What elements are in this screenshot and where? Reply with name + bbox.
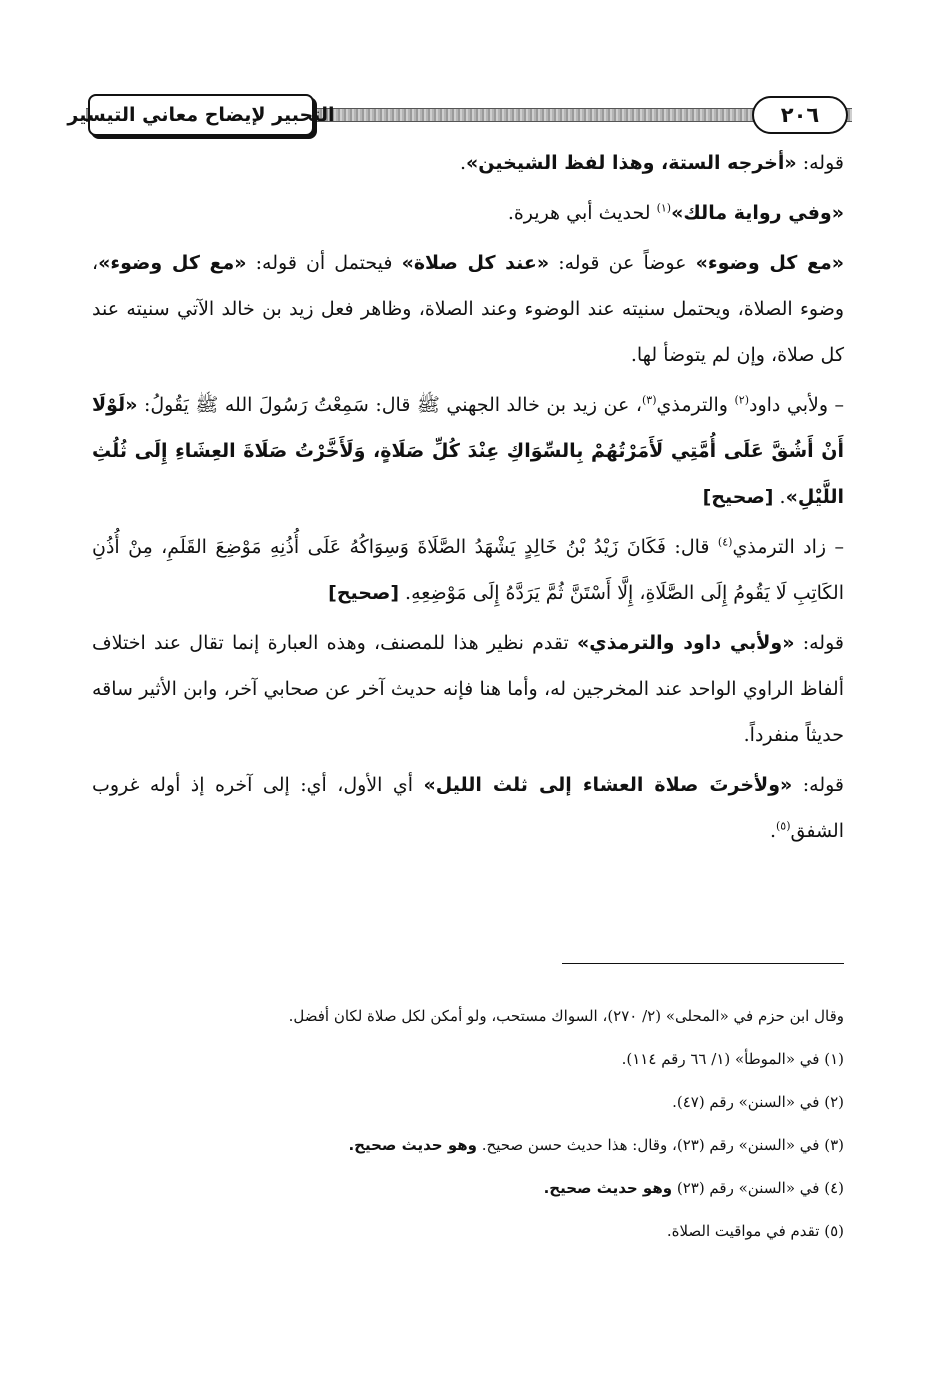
footnote-1: (١) في «الموطأ» (١/ ٦٦ رقم ١١٤). [621, 1050, 844, 1068]
footnote-ref-2[interactable]: (٢) [734, 393, 749, 407]
paragraph-1 [92, 140, 844, 186]
p7-lead: قوله: [792, 774, 845, 796]
footnote-3 [92, 1124, 844, 1167]
p6-lead: قوله: [794, 632, 844, 654]
page-header [67, 92, 852, 136]
footnote-5: (٥) تقدم في مواقيت الصلاة. [666, 1222, 844, 1240]
footnote-4 [92, 1167, 844, 1210]
p3-quote-2: «عند كل صلاة» [401, 252, 550, 274]
p5-text: قال: فَكَانَ زَيْدُ بْنُ خَالِدٍ يَشْهَدُ الصَّلَاةَ وَسِوَاكُهُ عَلَى أُذُنِهِ مَوْضِعَ القَلَمِ، مِنْ أُذُنِ الكَاتِبِ لَا يَقُومُ إِلَى الصَّلَاةِ، إِلَّا أَسْتَنَّ ثُمَّ يَرَدَّهُ إِلَى مَوْضِعِهِ. [92, 536, 844, 604]
page-number: ٢٠٦ [780, 103, 820, 127]
p3-quote-3: «مع كل وضوء» [98, 252, 247, 274]
paragraph-6 [92, 620, 844, 758]
p4-lead: – ولأبي داود [748, 394, 844, 416]
p5-grade: [صحيح] [328, 582, 400, 604]
p4-grade: [صحيح] [702, 486, 774, 508]
paragraph-5 [92, 524, 844, 616]
footnote-4-grade: وهو حديث صحيح. [543, 1179, 673, 1197]
p7-quote: «ولأخرتَ صلاة العشاء إلى ثلث الليل» [423, 774, 793, 796]
p5-lead: – زاد الترمذي [732, 536, 844, 558]
p1-quote: «أخرجه الستة، وهذا لفظ الشيخين» [466, 152, 797, 174]
p4-text-3: . [773, 486, 786, 508]
p7-text: أي الأول، أي: إلى آخره إذ أوله غروب الشفق [92, 774, 844, 842]
p3-text-2: فيحتمل أن قوله: [246, 252, 402, 274]
p3-text-3: ، وضوء الصلاة، ويحتمل سنيته عند الوضوء وعند الصلاة، وظاهر فعل زيد بن خالد الآتي سنيته عند كل صلاة، وإن لم يتوضأ لها. [92, 252, 844, 366]
footnote-ref-3[interactable]: (٣) [641, 393, 657, 407]
footnote-separator [562, 963, 844, 964]
book-title: التحبير لإيضاح معاني التيسير [67, 104, 335, 126]
footnotes [92, 995, 844, 1253]
p1-lead: قوله: [796, 152, 844, 174]
paragraph-4 [92, 382, 844, 520]
p3-text-1: عوضاً عن قوله: [549, 252, 696, 274]
footnote-ref-1[interactable]: (١) [656, 201, 672, 215]
p6-quote: «ولأبي داود والترمذي» [577, 632, 795, 654]
footnote-carryover: وقال ابن حزم في «المحلى» (٢/ ٢٧٠)، السواك مستحب، ولو أمكن لكل صلاة لكان أفضل. [288, 1007, 844, 1025]
footnote-3-text: (٣) في «السنن» رقم (٢٣)، وقال: هذا حديث حسن صحيح. [476, 1136, 844, 1154]
p4-hadith: «لَوْلَا أَنْ أَشُقَّ عَلَى أُمَّتِي لَأَمَرْتُهُمْ بِالسِّوَاكِ عِنْدَ كُلِّ صَلَاةٍ، وَلَأَخَّرْتُ صَلَاةَ العِشَاءِ إِلَى ثُلُثِ اللَّيْلِ» [92, 394, 844, 508]
book-title-frame [67, 94, 335, 136]
p2-quote: «وفي رواية مالك» [671, 202, 844, 224]
p6-text: تقدم نظير هذا للمصنف، وهذه العبارة إنما تقال عند اختلاف ألفاظ الراوي الواحد عند المخرجين له، وأما هنا فإنه حديث آخر عن صحابي آخر، وابن الأثير ساقه حديثاً منفرداً. [92, 632, 844, 746]
page-number-frame [752, 96, 848, 134]
p3-quote-1: «مع كل وضوء» [695, 252, 845, 274]
p2-rest: لحديث أبي هريرة. [507, 202, 657, 224]
p1-end: . [459, 152, 467, 174]
paragraph-2 [92, 190, 844, 236]
footnote-4-text: (٤) في «السنن» رقم (٢٣) [672, 1179, 844, 1197]
paragraph-3 [92, 240, 844, 378]
p4-text-2: ، عن زيد بن خالد الجهني ﷺ قال: سَمِعْتُ رَسُولَ الله ﷺ يَقُولُ: [137, 394, 642, 416]
footnote-ref-5[interactable]: (٥) [776, 819, 791, 833]
paragraph-7 [92, 762, 844, 854]
footnote-2: (٢) في «السنن» رقم (٤٧). [672, 1093, 844, 1111]
p7-end: . [769, 820, 776, 842]
p4-text-1: والترمذي [656, 394, 735, 416]
footnote-3-grade: وهو حديث صحيح. [348, 1136, 477, 1154]
footnote-ref-4[interactable]: (٤) [717, 535, 733, 549]
main-text [92, 140, 844, 854]
